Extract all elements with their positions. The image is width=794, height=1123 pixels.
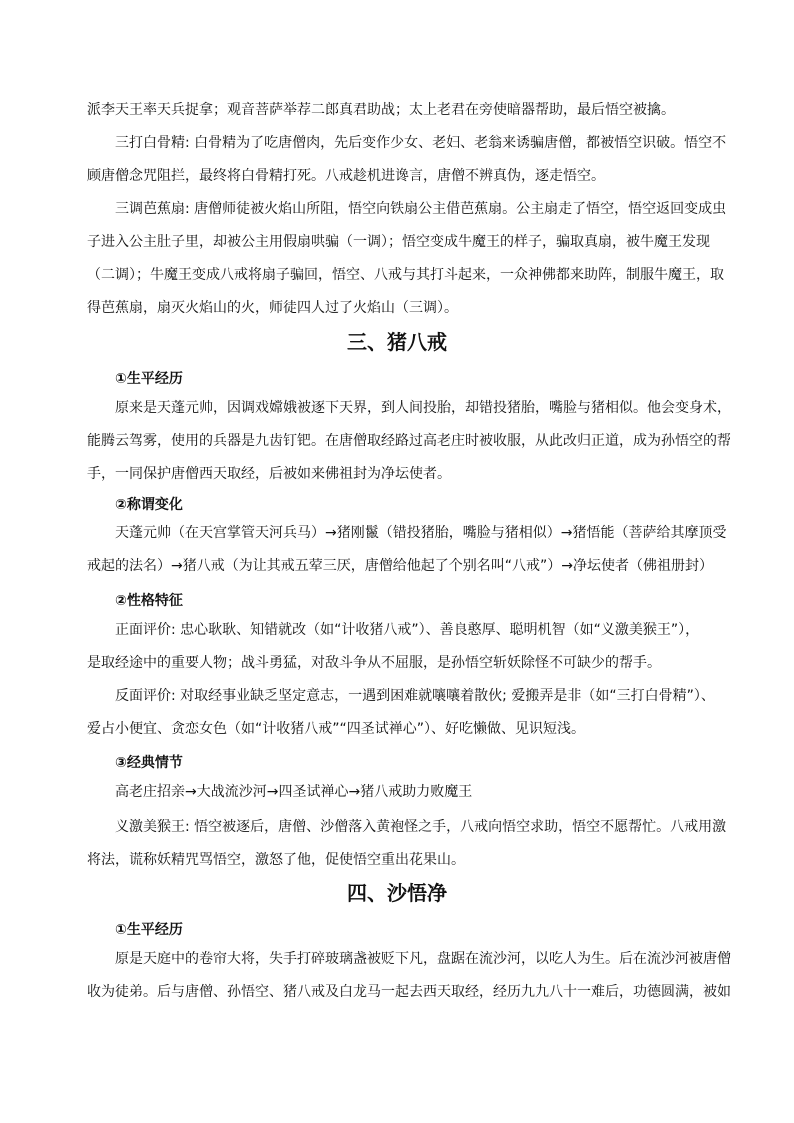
section-title-shawujing: 四、沙悟净 [347, 881, 447, 905]
text-line: （二调）；牛魔王变成八戒将扇子骗回，悟空、八戒与其打斗起来，一众神佛都来助阵，制服牛魔王，取 [87, 267, 724, 283]
text-line: 子进入公主肚子里，却被公主用假扇哄骗（一调）；悟空变成牛魔王的样子，骗取真扇，被牛魔王发现 [87, 234, 710, 250]
text-line: 三打白骨精: 白骨精为了吃唐僧肉，先后变作少女、老妇、老翁来诱骗唐僧，都被悟空识破。悟空不 [115, 135, 727, 151]
text-line: 戒起的法名）→猪八戒（为让其戒五荤三厌，唐僧给他起了个别名叫“八戒”）→净坛使者（佛祖册封） [87, 558, 713, 574]
text-line: 原是天庭中的卷帘大将，失手打碎玻璃盏被贬下凡，盘踞在流沙河，以吃人为生。后在流沙河被唐僧 [115, 951, 731, 967]
text-line: 原来是天蓬元帅，因调戏嫦娥被逐下天界，到人间投胎，却错投猪胎，嘴脸与猪相似。他会变身术， [115, 400, 731, 416]
baigujing-paragraph [87, 127, 727, 193]
shawujing-life-paragraph [87, 943, 731, 1009]
text-line: 收为徒弟。后与唐僧、孙悟空、猪八戒及白龙马一起去西天取经，经历九九八十一难后，功德圆满，被如 [87, 984, 731, 1000]
text-line: 高老庄招亲→大战流沙河→四圣试禅心→猪八戒助力败魔王 [115, 784, 473, 800]
subheading-plots: ③经典情节 [115, 755, 183, 771]
text-line: 顾唐僧念咒阻拦，最终将白骨精打死。八戒趁机进谗言，唐僧不辨真伪，逐走悟空。 [87, 168, 605, 184]
text-line: 义激美猴王: 悟空被逐后，唐僧、沙僧落入黄袍怪之手，八戒向悟空求助，悟空不愿帮忙。八戒用激 [115, 819, 727, 835]
zhubajie-names-paragraph [87, 517, 727, 583]
text-line: 是取经途中的重要人物；战斗勇猛，对敌斗争从不屈服，是孙悟空斩妖除怪不可缺少的帮手。 [87, 655, 661, 671]
plot-sequence-paragraph [87, 776, 712, 809]
text-line: 三调芭蕉扇: 唐僧师徒被火焰山所阻，悟空向铁扇公主借芭蕉扇。公主扇走了悟空，悟空返回变成虫 [115, 201, 727, 217]
section-title-zhubajie: 三、猪八戒 [347, 330, 447, 354]
text-line: 得芭蕉扇，扇灭火焰山的火，师徒四人过了火焰山（三调）。 [87, 300, 458, 316]
text-line: 反面评价: 对取经事业缺乏坚定意志，一遇到困难就嚷嚷着散伙; 爱搬弄是非（如“三打白骨精”）、 [115, 688, 715, 704]
subheading-life: ①生平经历 [115, 371, 183, 387]
subheading-traits: ②性格特征 [115, 593, 183, 609]
text-line: 手，一同保护唐僧西天取经，后被如来佛祖封为净坛使者。 [87, 466, 451, 482]
text-line: 派李天王率天兵捉拿；观音菩萨举荐二郎真君助战；太上老君在旁使暗器帮助，最后悟空被擒。 [87, 102, 675, 118]
zhubajie-life-paragraph [87, 392, 731, 491]
subheading-names: ②称谓变化 [115, 497, 183, 513]
text-line: 能腾云驾雾，使用的兵器是九齿钉钯。在唐僧取经路过高老庄时被收服，从此改归正道，成为孙悟空的帮 [87, 433, 731, 449]
bajiaoshan-paragraph [87, 193, 727, 325]
text-line: 爱占小便宜、贪恋女色（如“计收猪八戒”“四圣试禅心”）、好吃懒做、见识短浅。 [87, 721, 586, 737]
text-line: 天蓬元帅（在天宫掌管天河兵马）→猪刚鬣（错投猪胎，嘴脸与猪相似）→猪悟能（菩萨给其摩顶受 [115, 525, 727, 541]
intro-paragraph [87, 94, 712, 127]
yiji-meihouwang-paragraph [87, 811, 727, 877]
negative-review-paragraph [87, 680, 715, 746]
text-line: 正面评价: 忠心耿耿、知错就改（如“计收猪八戒”）、善良憨厚、聪明机智（如“义激美猴王”）， [115, 622, 700, 638]
subheading-life-sha: ①生平经历 [115, 922, 183, 938]
text-line: 将法，谎称妖精咒骂悟空，激怒了他，促使悟空重出花果山。 [87, 852, 465, 868]
positive-review-paragraph [87, 614, 712, 680]
